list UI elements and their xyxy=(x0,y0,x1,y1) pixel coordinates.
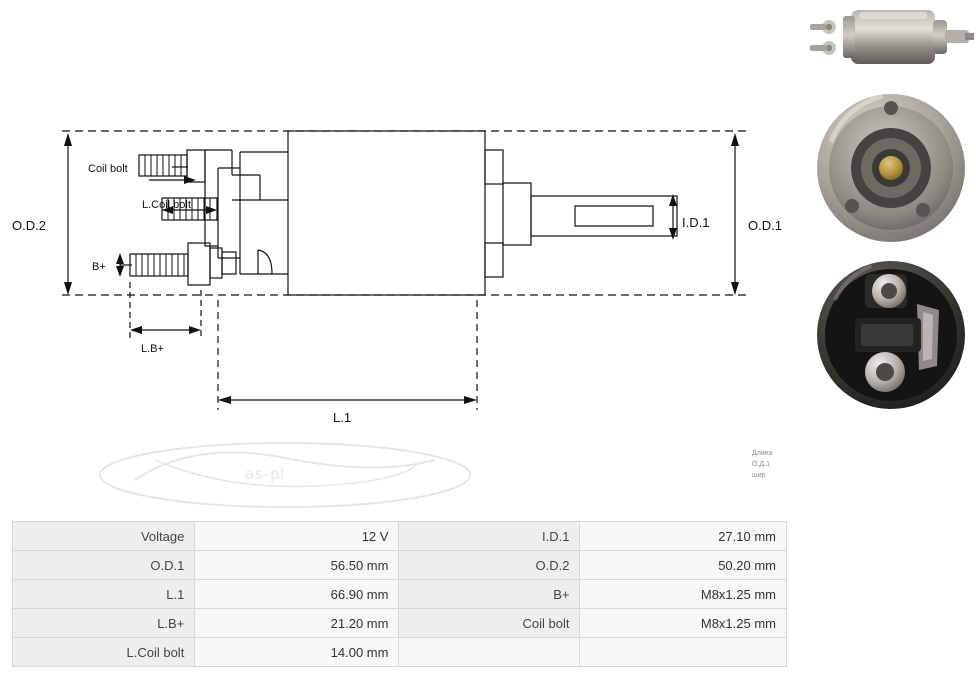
spec-label: I.D.1 xyxy=(399,522,580,551)
bplus-nut xyxy=(188,243,210,285)
spec-label: L.Coil bolt xyxy=(13,638,195,667)
coil-bolt-nut xyxy=(187,150,205,182)
spec-value: 21.20 mm xyxy=(195,609,399,638)
table-row xyxy=(13,580,787,609)
product-photos xyxy=(805,0,976,420)
spec-value: 50.20 mm xyxy=(580,551,787,580)
spec-value: M8x1.25 mm xyxy=(580,580,787,609)
plunger-shaft xyxy=(531,196,677,236)
photo-solenoid-contact-view xyxy=(805,252,976,418)
spec-value: 27.10 mm xyxy=(580,522,787,551)
right-collar xyxy=(503,183,531,245)
table-row xyxy=(13,522,787,551)
spec-label-empty xyxy=(399,638,580,667)
spec-label: Coil bolt xyxy=(399,609,580,638)
side-mark-2: шир xyxy=(752,472,766,479)
spec-value: M8x1.25 mm xyxy=(580,609,787,638)
spec-label: Voltage xyxy=(13,522,195,551)
photo-solenoid-side-view xyxy=(805,0,976,78)
right-lug-top xyxy=(485,150,503,184)
label-od1: O.D.1 xyxy=(748,218,782,233)
spec-value: 56.50 mm xyxy=(195,551,399,580)
spec-label: L.B+ xyxy=(13,609,195,638)
specification-table xyxy=(12,521,787,667)
spec-label: O.D.1 xyxy=(13,551,195,580)
spec-value: 66.90 mm xyxy=(195,580,399,609)
spec-label: B+ xyxy=(399,580,580,609)
side-marks xyxy=(752,448,812,518)
label-coil-bolt: Coil bolt xyxy=(88,163,128,175)
table-row xyxy=(13,638,787,667)
side-mark-0: Длина xyxy=(752,450,773,457)
right-lug-bottom xyxy=(485,243,503,277)
watermark-text: as-pl xyxy=(245,466,285,483)
label-lbplus: L.B+ xyxy=(141,343,164,355)
solenoid-body xyxy=(288,131,485,295)
spec-value: 14.00 mm xyxy=(195,638,399,667)
label-l-coil-bolt: L.Coil bolt xyxy=(142,199,191,211)
photo-solenoid-front-view xyxy=(805,82,976,248)
spec-label: O.D.2 xyxy=(399,551,580,580)
spec-value-empty xyxy=(580,638,787,667)
label-bplus: B+ xyxy=(92,261,106,273)
spec-label: L.1 xyxy=(13,580,195,609)
bplus-collar xyxy=(222,252,236,274)
plunger-slot xyxy=(575,206,653,226)
table-row xyxy=(13,551,787,580)
label-l1: L.1 xyxy=(333,410,352,425)
side-mark-1: О.Д.1 xyxy=(752,461,770,468)
spec-value: 12 V xyxy=(195,522,399,551)
label-od2: O.D.2 xyxy=(12,218,46,233)
bplus-washer xyxy=(210,248,222,278)
bplus-stud xyxy=(130,254,188,276)
table-row xyxy=(13,609,787,638)
label-id1: I.D.1 xyxy=(682,215,710,230)
